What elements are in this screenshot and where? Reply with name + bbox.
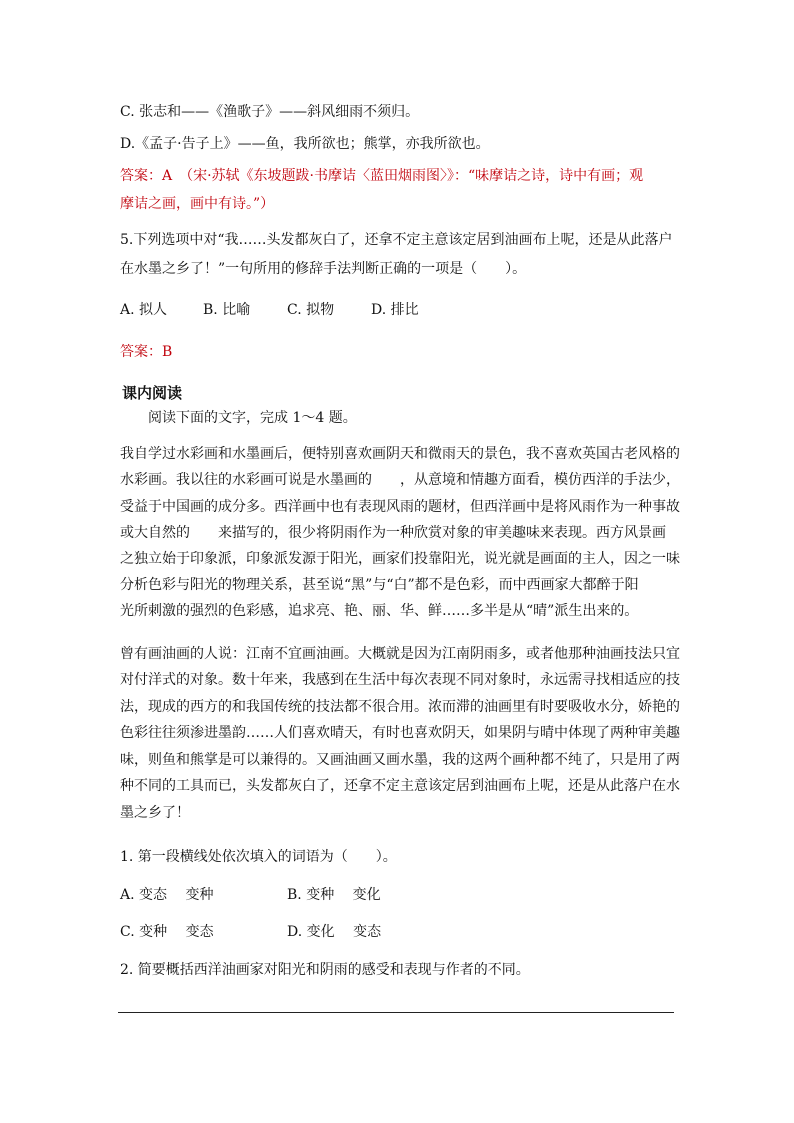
p1-line: 分析色彩与阳光的物理关系，甚至说“黑”与“白”都不是色彩，而中西画家大都醉于阳 xyxy=(120,577,639,593)
p1-line-after-blank: ，从意境和情趣方面看，模仿西洋的手法少， xyxy=(400,472,680,488)
q1-option-a: A. 变态 变种 xyxy=(120,887,214,903)
section-heading: 课内阅读 xyxy=(122,384,183,402)
p1-line: 受益于中国画的成分多。西洋画中也有表现风雨的题材，但西洋画中是将风雨作为一种事故 xyxy=(120,499,680,515)
q2-stem: 2. 简要概括西洋油画家对阳光和阴雨的感受和表现与作者的不同。 xyxy=(120,962,530,978)
q4-option-c: C. 张志和——《渔歌子》——斜风细雨不须归。 xyxy=(120,104,420,120)
q1-option-c: C. 变种 变态 xyxy=(120,924,214,940)
p1-line xyxy=(120,470,680,490)
q1-stem: 1. 第一段横线处依次填入的词语为（ ）。 xyxy=(120,849,397,865)
p2-line: 种不同的工具而已，头发都灰白了，还拿不定主意该定居到油画布上呢，还是从此落户在水 xyxy=(120,778,680,794)
q4-answer-line2: 摩诘之画，画中有诗。”） xyxy=(120,196,275,212)
q1-option-d: D. 变化 变态 xyxy=(287,924,382,940)
p1-line: 光所刺激的强烈的色彩感，追求亮、艳、丽、华、鲜……多半是从“晴”派生出来的。 xyxy=(120,603,639,619)
q5-option-a: A. 拟人 xyxy=(120,302,168,318)
q4-answer-line1: 答案：A （宋·苏轼《东坡题跋·书摩诘〈蓝田烟雨图〉》：“味摩诘之诗，诗中有画；观 xyxy=(120,168,644,184)
p1-line: 我自学过水彩画和水墨画后，便特别喜欢画阴天和微雨天的景色，我不喜欢英国古老风格的 xyxy=(120,446,680,462)
q4-option-d: D.《孟子·告子上》——鱼，我所欲也；熊掌，亦我所欲也。 xyxy=(120,136,490,152)
p2-line: 对付洋式的对象。数十年来，我感到在生活中每次表现不同对象时，永远需寻找相适应的技 xyxy=(120,672,680,688)
p1-line xyxy=(120,523,666,543)
q5-stem-line1: 5.下列选项中对“我……头发都灰白了，还拿不定主意该定居到油画布上呢，还是从此落户 xyxy=(120,232,673,248)
q5-option-c: C. 拟物 xyxy=(287,302,335,318)
p1-line: 之独立始于印象派，印象派发源于阳光，画家们投靠阳光，说光就是画面的主人，因之一味 xyxy=(120,551,680,567)
p1-line-after-blank: 来描写的，很少将阴雨作为一种欣赏对象的审美趣味来表现。西方风景画 xyxy=(218,525,666,541)
q5-answer: 答案：B xyxy=(120,344,173,360)
answer-line xyxy=(118,1012,674,1013)
q5-stem-line2: 在水墨之乡了！”一句所用的修辞手法判断正确的一项是（ ）。 xyxy=(120,261,527,277)
p2-line: 色彩往往须渗进墨韵……人们喜欢晴天，有时也喜欢阴天，如果阴与晴中体现了两种审美趣 xyxy=(120,725,680,741)
q1-option-b: B. 变种 变化 xyxy=(287,887,381,903)
p2-line: 味，则鱼和熊掌是可以兼得的。又画油画又画水墨，我的这两个画种都不纯了，只是用了两 xyxy=(120,752,680,768)
p2-line: 法，现成的西方的和我国传统的技法都不很合用。浓而滞的油画里有时要吸收水分，娇艳的 xyxy=(120,699,680,715)
q5-option-b: B. 比喻 xyxy=(203,302,251,318)
q5-option-d: D. 排比 xyxy=(371,302,419,318)
reading-instruction: 阅读下面的文字，完成 1～4 题。 xyxy=(148,410,357,426)
p1-line-before-blank: 水彩画。我以往的水彩画可说是水墨画的 xyxy=(120,472,372,488)
p2-line: 曾有画油画的人说：江南不宜画油画。大概就是因为江南阴雨多，或者他那种油画技法只宜 xyxy=(120,646,680,662)
p1-line-before-blank: 或大自然的 xyxy=(120,525,190,541)
p2-line: 墨之乡了！ xyxy=(120,805,190,821)
